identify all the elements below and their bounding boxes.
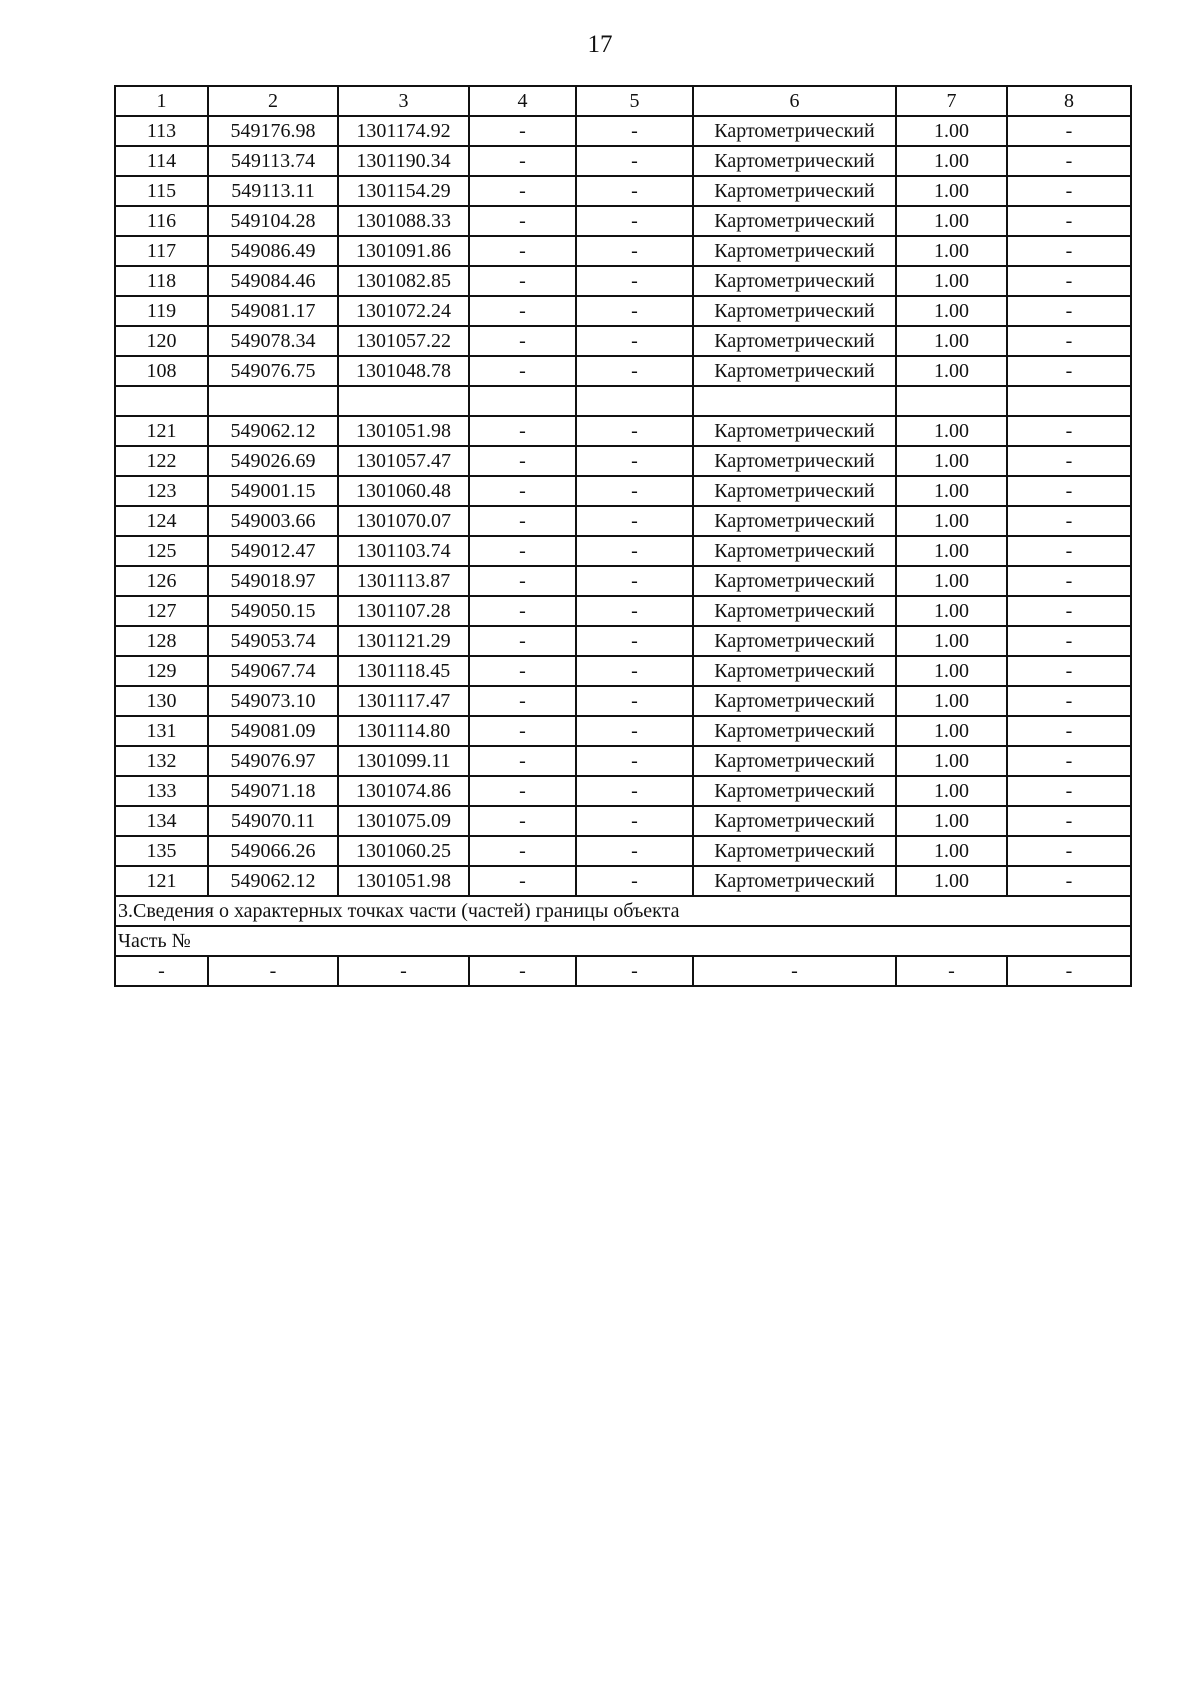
table-cell: -	[576, 206, 693, 236]
table-cell: 1301118.45	[338, 656, 469, 686]
table-cell: 1.00	[896, 746, 1007, 776]
table-cell: Картометрический	[693, 506, 896, 536]
table-cell: 1301060.48	[338, 476, 469, 506]
table-cell: 549001.15	[208, 476, 338, 506]
table-cell: -	[576, 476, 693, 506]
table-cell: 549176.98	[208, 116, 338, 146]
table-cell: Картометрический	[693, 206, 896, 236]
table-cell: Картометрический	[693, 746, 896, 776]
table-cell: Картометрический	[693, 596, 896, 626]
table-cell: -	[576, 356, 693, 386]
table-cell: 123	[115, 476, 208, 506]
table-cell: 1301075.09	[338, 806, 469, 836]
table-cell: Картометрический	[693, 146, 896, 176]
table-cell: -	[896, 956, 1007, 986]
table-cell	[896, 386, 1007, 416]
table-cell: 1.00	[896, 326, 1007, 356]
table-cell: -	[576, 446, 693, 476]
table-cell: Картометрический	[693, 716, 896, 746]
table-cell: 549104.28	[208, 206, 338, 236]
table-cell: 549003.66	[208, 506, 338, 536]
table-cell: -	[208, 956, 338, 986]
table-cell: -	[469, 356, 576, 386]
table-cell: 1301048.78	[338, 356, 469, 386]
table-cell: 1301057.47	[338, 446, 469, 476]
table-cell: Картометрический	[693, 416, 896, 446]
table-cell: 124	[115, 506, 208, 536]
table-cell	[1007, 386, 1131, 416]
table-cell: -	[1007, 776, 1131, 806]
table-cell	[208, 386, 338, 416]
table-cell: 1.00	[896, 266, 1007, 296]
table-cell: 126	[115, 566, 208, 596]
table-cell: 549062.12	[208, 866, 338, 896]
table-cell: 549066.26	[208, 836, 338, 866]
table-cell: -	[469, 716, 576, 746]
table-cell: 1301051.98	[338, 416, 469, 446]
table-cell	[693, 386, 896, 416]
section-title-row	[115, 896, 1131, 926]
table-cell: 1301107.28	[338, 596, 469, 626]
table-cell: 1301060.25	[338, 836, 469, 866]
header-cell: 8	[1007, 86, 1131, 116]
table-cell: Картометрический	[693, 836, 896, 866]
table-cell: 1.00	[896, 776, 1007, 806]
table-cell: 1.00	[896, 866, 1007, 896]
table-cell: -	[1007, 536, 1131, 566]
table-cell: -	[469, 536, 576, 566]
table-row	[115, 686, 1131, 716]
header-cell: 2	[208, 86, 338, 116]
table-cell: 1.00	[896, 806, 1007, 836]
table-cell: 118	[115, 266, 208, 296]
table-cell: 1301074.86	[338, 776, 469, 806]
table-cell: 549050.15	[208, 596, 338, 626]
table-cell: Картометрический	[693, 866, 896, 896]
table-cell: -	[1007, 596, 1131, 626]
part-row	[115, 956, 1131, 986]
table-cell: 549053.74	[208, 626, 338, 656]
table-cell: 1301117.47	[338, 686, 469, 716]
table-cell: -	[576, 746, 693, 776]
part-label: Часть №	[115, 926, 1131, 956]
table-row	[115, 746, 1131, 776]
table-cell: Картометрический	[693, 476, 896, 506]
table-cell: -	[1007, 506, 1131, 536]
table-cell: -	[115, 956, 208, 986]
table-cell: 116	[115, 206, 208, 236]
table-row	[115, 476, 1131, 506]
table-cell: -	[1007, 866, 1131, 896]
table-cell: -	[1007, 116, 1131, 146]
header-cell: 4	[469, 86, 576, 116]
table-cell: 1301072.24	[338, 296, 469, 326]
part-label-row	[115, 926, 1131, 956]
table-cell: -	[469, 746, 576, 776]
table-cell: 549076.97	[208, 746, 338, 776]
table-cell: -	[469, 326, 576, 356]
table-cell: Картометрический	[693, 536, 896, 566]
table-cell: 1301070.07	[338, 506, 469, 536]
table-cell: -	[469, 116, 576, 146]
table-cell: -	[469, 776, 576, 806]
table-cell: -	[576, 776, 693, 806]
table-cell: -	[1007, 416, 1131, 446]
table-cell: 1.00	[896, 206, 1007, 236]
table-cell: -	[1007, 746, 1131, 776]
table-cell: -	[576, 296, 693, 326]
table-cell: -	[1007, 296, 1131, 326]
table-cell: -	[1007, 836, 1131, 866]
table-cell: -	[469, 146, 576, 176]
table-cell: -	[469, 416, 576, 446]
table-cell: -	[469, 266, 576, 296]
table-cell: -	[576, 536, 693, 566]
table-cell: -	[469, 446, 576, 476]
table-row	[115, 206, 1131, 236]
table-cell: 549012.47	[208, 536, 338, 566]
table-cell: -	[576, 956, 693, 986]
table-row	[115, 386, 1131, 416]
table-cell: 131	[115, 716, 208, 746]
table-cell: -	[469, 956, 576, 986]
table-cell: 1301088.33	[338, 206, 469, 236]
table-cell: 1301091.86	[338, 236, 469, 266]
table-cell: Картометрический	[693, 446, 896, 476]
page-number: 17	[587, 31, 613, 58]
table-cell: -	[469, 596, 576, 626]
table-cell: 549078.34	[208, 326, 338, 356]
table-row	[115, 506, 1131, 536]
table-cell: 121	[115, 416, 208, 446]
header-cell: 3	[338, 86, 469, 116]
table-cell: 1.00	[896, 686, 1007, 716]
table-cell: 1.00	[896, 476, 1007, 506]
table-cell: -	[576, 806, 693, 836]
table-cell: -	[469, 506, 576, 536]
table-row	[115, 656, 1131, 686]
table-cell: -	[469, 806, 576, 836]
table-cell: -	[469, 296, 576, 326]
table-cell: -	[576, 326, 693, 356]
table-cell: 549113.74	[208, 146, 338, 176]
table-row	[115, 326, 1131, 356]
table-cell: -	[1007, 356, 1131, 386]
table-cell: 549070.11	[208, 806, 338, 836]
table-cell: 127	[115, 596, 208, 626]
table-row	[115, 236, 1131, 266]
table-cell: -	[576, 506, 693, 536]
table-cell: -	[469, 866, 576, 896]
table-cell: Картометрический	[693, 236, 896, 266]
table-cell: 1.00	[896, 146, 1007, 176]
table-cell: 119	[115, 296, 208, 326]
table-cell: 1301174.92	[338, 116, 469, 146]
header-cell: 6	[693, 86, 896, 116]
table-cell: -	[469, 206, 576, 236]
table-cell: 1301113.87	[338, 566, 469, 596]
table-cell: 133	[115, 776, 208, 806]
table-cell: 1.00	[896, 626, 1007, 656]
table-cell: 1301057.22	[338, 326, 469, 356]
table-cell: -	[693, 956, 896, 986]
table-cell: 1.00	[896, 356, 1007, 386]
table-cell: Картометрический	[693, 626, 896, 656]
table-cell: 135	[115, 836, 208, 866]
table-cell: 1301082.85	[338, 266, 469, 296]
table-cell: -	[1007, 686, 1131, 716]
table-cell: -	[1007, 266, 1131, 296]
table-cell: -	[1007, 326, 1131, 356]
table-cell: 1.00	[896, 536, 1007, 566]
table-cell: Картометрический	[693, 806, 896, 836]
table-cell: -	[1007, 206, 1131, 236]
table-cell: -	[576, 566, 693, 596]
table-cell: -	[1007, 626, 1131, 656]
table-cell: -	[469, 656, 576, 686]
table-cell: 1301121.29	[338, 626, 469, 656]
table-cell: 1.00	[896, 656, 1007, 686]
table-cell: -	[469, 836, 576, 866]
table-cell	[115, 386, 208, 416]
table-cell: -	[576, 176, 693, 206]
table-row	[115, 176, 1131, 206]
table-cell: 549071.18	[208, 776, 338, 806]
table-row	[115, 716, 1131, 746]
table-cell: 549026.69	[208, 446, 338, 476]
table-cell: -	[576, 416, 693, 446]
table-cell: Картометрический	[693, 296, 896, 326]
table-cell: 122	[115, 446, 208, 476]
table-cell: 1301154.29	[338, 176, 469, 206]
table-cell: 1301114.80	[338, 716, 469, 746]
table-cell	[576, 386, 693, 416]
section-title: 3.Сведения о характерных точках части (частей) границы объекта	[115, 896, 1131, 926]
table-cell: 549084.46	[208, 266, 338, 296]
table-cell: 1301190.34	[338, 146, 469, 176]
table-cell	[338, 386, 469, 416]
header-cell: 5	[576, 86, 693, 116]
table-cell: -	[576, 686, 693, 716]
table-cell: -	[576, 836, 693, 866]
table-cell: -	[1007, 956, 1131, 986]
table-row	[115, 536, 1131, 566]
table-row	[115, 776, 1131, 806]
table-cell: 1.00	[896, 716, 1007, 746]
table-cell: 549018.97	[208, 566, 338, 596]
table-cell: Картометрический	[693, 686, 896, 716]
table-cell: -	[1007, 656, 1131, 686]
table-cell: 1.00	[896, 446, 1007, 476]
table-cell: Картометрический	[693, 176, 896, 206]
table-cell: -	[469, 236, 576, 266]
table-cell: -	[1007, 146, 1131, 176]
table-cell: -	[1007, 476, 1131, 506]
table-cell: 1.00	[896, 176, 1007, 206]
table-cell: 1.00	[896, 116, 1007, 146]
table-cell: 130	[115, 686, 208, 716]
coordinates-table	[114, 85, 1132, 987]
header-row	[115, 86, 1131, 116]
table-cell: 129	[115, 656, 208, 686]
table-cell: Картометрический	[693, 266, 896, 296]
table-cell: Картометрический	[693, 776, 896, 806]
table-cell: 1.00	[896, 296, 1007, 326]
table-cell: 114	[115, 146, 208, 176]
table-cell: -	[576, 626, 693, 656]
table-cell: -	[576, 236, 693, 266]
table-cell: 1301099.11	[338, 746, 469, 776]
table-cell: -	[576, 596, 693, 626]
table-cell: 549113.11	[208, 176, 338, 206]
table-cell: 549086.49	[208, 236, 338, 266]
table-cell: 1.00	[896, 596, 1007, 626]
table-cell: 1.00	[896, 416, 1007, 446]
table-cell: 1.00	[896, 836, 1007, 866]
table-cell: 134	[115, 806, 208, 836]
table-cell: 549067.74	[208, 656, 338, 686]
table-row	[115, 296, 1131, 326]
table-cell: -	[576, 656, 693, 686]
table-cell: 121	[115, 866, 208, 896]
table-cell: -	[576, 116, 693, 146]
header-cell: 1	[115, 86, 208, 116]
table-cell	[469, 386, 576, 416]
table-row	[115, 446, 1131, 476]
table-row	[115, 596, 1131, 626]
table-row	[115, 146, 1131, 176]
table-cell: -	[1007, 566, 1131, 596]
table-cell: Картометрический	[693, 116, 896, 146]
table-cell: -	[1007, 236, 1131, 266]
table-cell: Картометрический	[693, 656, 896, 686]
table-row	[115, 566, 1131, 596]
table-cell: 128	[115, 626, 208, 656]
table-cell: 117	[115, 236, 208, 266]
table-cell: -	[1007, 176, 1131, 206]
table-cell: -	[576, 866, 693, 896]
table-cell: 1.00	[896, 506, 1007, 536]
table-cell: 1.00	[896, 566, 1007, 596]
table-cell: -	[469, 686, 576, 716]
table-cell: -	[338, 956, 469, 986]
table-cell: -	[469, 176, 576, 206]
table-cell: 108	[115, 356, 208, 386]
table-cell: 1.00	[896, 236, 1007, 266]
table-cell: 1301103.74	[338, 536, 469, 566]
table-cell: 113	[115, 116, 208, 146]
table-row	[115, 116, 1131, 146]
table-row	[115, 806, 1131, 836]
header-cell: 7	[896, 86, 1007, 116]
table-cell: Картометрический	[693, 326, 896, 356]
table-cell: 549062.12	[208, 416, 338, 446]
table-body	[115, 86, 1131, 986]
table-row	[115, 626, 1131, 656]
table-row	[115, 836, 1131, 866]
table-cell: Картометрический	[693, 566, 896, 596]
table-cell: -	[469, 476, 576, 506]
table-cell: 549081.09	[208, 716, 338, 746]
table-cell: -	[1007, 806, 1131, 836]
table-cell: 120	[115, 326, 208, 356]
table-row	[115, 416, 1131, 446]
table-cell: -	[1007, 716, 1131, 746]
table-row	[115, 356, 1131, 386]
table-cell: 1301051.98	[338, 866, 469, 896]
table-cell: -	[469, 626, 576, 656]
table-cell: 132	[115, 746, 208, 776]
table-cell: 125	[115, 536, 208, 566]
table-cell: -	[576, 266, 693, 296]
table-cell: -	[576, 146, 693, 176]
table-row	[115, 266, 1131, 296]
table-cell: -	[1007, 446, 1131, 476]
table-cell: 115	[115, 176, 208, 206]
table-cell: 549076.75	[208, 356, 338, 386]
table-cell: 549081.17	[208, 296, 338, 326]
table-cell: -	[469, 566, 576, 596]
table-cell: 549073.10	[208, 686, 338, 716]
table-row	[115, 866, 1131, 896]
table-cell: Картометрический	[693, 356, 896, 386]
table-cell: -	[576, 716, 693, 746]
